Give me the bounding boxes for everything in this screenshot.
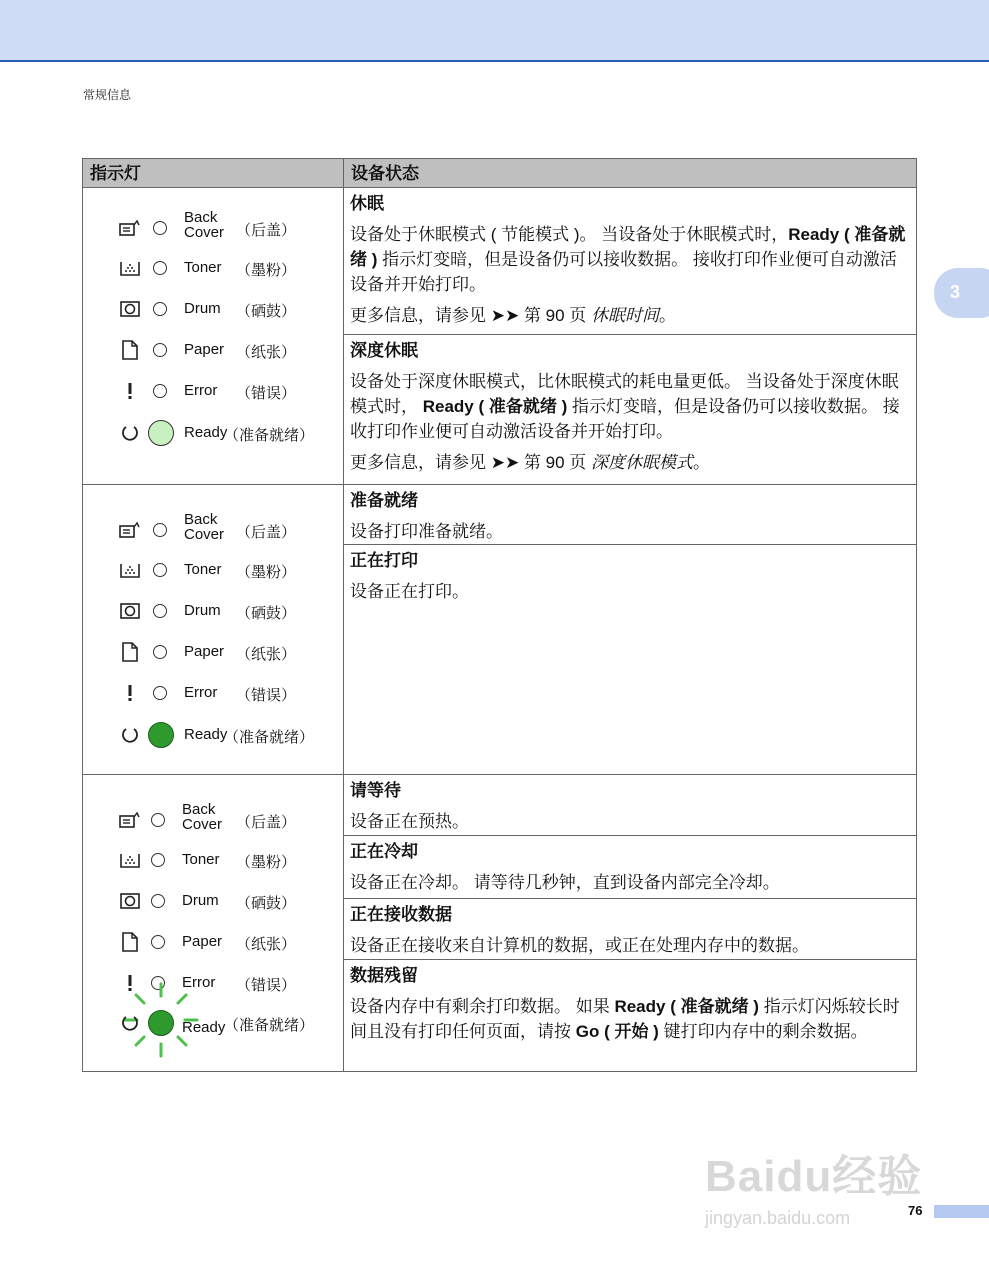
state-description: 设备正在冷却。 请等待几秒钟，直到设备内部完全冷却。 (350, 873, 780, 892)
led-paper (83, 638, 343, 668)
led-drum (83, 295, 343, 325)
led-back-cover-cn: （后盖） (236, 222, 297, 239)
led-error-cn: （错误） (236, 977, 297, 994)
chapter-number: 3 (950, 282, 961, 302)
led-toner-light (153, 261, 167, 275)
page-number: 76 (908, 1203, 923, 1218)
state-title: 正在接收数据 (350, 905, 452, 924)
led-paper-label: Paper (184, 643, 225, 660)
state-title: 正在打印 (350, 551, 418, 570)
led-back-cover (83, 801, 343, 836)
toner-icon (119, 559, 141, 581)
led-ready-light-blinking (148, 1010, 174, 1036)
led-back-cover-label: Back Cover (182, 801, 223, 833)
col-header-state: 设备状态 (344, 159, 917, 188)
led-toner (83, 846, 343, 876)
led-toner-cn: （墨粉） (236, 564, 297, 581)
back-cover-icon (119, 217, 141, 239)
ready-icon (119, 1012, 141, 1034)
led-paper (83, 928, 343, 958)
led-drum-cn: （硒鼓） (236, 895, 297, 912)
led-toner-light (151, 853, 165, 867)
state-description: 设备正在预热。 (350, 812, 469, 831)
watermark-url: jingyan.baidu.com (705, 1208, 851, 1228)
led-toner-label: Toner (184, 259, 222, 276)
state-ready (344, 485, 916, 544)
led-drum-light (153, 302, 167, 316)
led-toner-label: Toner (182, 851, 220, 868)
led-panel-ready (83, 485, 344, 775)
led-error-light (153, 686, 167, 700)
led-drum-cn: （硒鼓） (236, 605, 297, 622)
led-ready-cn: （准备就绪） (224, 427, 315, 444)
led-drum (83, 597, 343, 627)
led-error (83, 377, 343, 407)
led-drum-light (153, 604, 167, 618)
state-description: 设备内存中有剩余打印数据。 如果 Ready ( 准备就绪 ) 指示灯闪烁较长时间且没有打印任何页面，请按 Go ( 开始 ) 键打印内存中的剩余数据。 (350, 997, 900, 1041)
led-paper-light (153, 343, 167, 357)
led-error-cn: （错误） (236, 687, 297, 704)
led-ready-light-dim (148, 420, 174, 446)
error-icon (119, 380, 141, 402)
drum-icon (119, 890, 141, 912)
state-title: 准备就绪 (350, 491, 418, 510)
led-paper-light (151, 935, 165, 949)
led-drum-label: Drum (182, 892, 219, 909)
led-toner-label: Toner (184, 561, 222, 578)
led-error-cn: （错误） (236, 385, 297, 402)
led-error-label: Error (182, 974, 216, 991)
led-back-cover-light (153, 221, 167, 235)
led-paper-label: Paper (182, 933, 223, 950)
state-cell-ready (344, 485, 917, 775)
led-drum-label: Drum (184, 602, 221, 619)
state-deep-sleep (344, 334, 916, 484)
led-panel-sleep (83, 188, 344, 485)
state-please-wait (344, 775, 916, 835)
led-error-label: Error (184, 382, 218, 399)
led-paper-cn: （纸张） (236, 936, 297, 953)
drum-icon (119, 600, 141, 622)
led-toner-light (153, 563, 167, 577)
ready-icon (119, 724, 141, 746)
state-receiving-data (344, 898, 916, 959)
link-sleep-time[interactable]: 休眠时间 (591, 306, 660, 325)
led-drum-label: Drum (184, 300, 221, 317)
paper-icon (119, 641, 141, 663)
led-paper-cn: （纸张） (236, 344, 297, 361)
led-back-cover-cn: （后盖） (236, 814, 297, 831)
led-error (83, 969, 343, 999)
ready-icon (119, 422, 141, 444)
page-bar (934, 1205, 989, 1218)
led-ready-cn: （准备就绪） (224, 729, 315, 746)
led-back-cover (83, 209, 343, 244)
state-title: 请等待 (350, 781, 401, 800)
state-data-remaining (344, 959, 916, 1070)
led-paper-cn: （纸张） (236, 646, 297, 663)
led-back-cover-label: Back Cover (184, 209, 225, 241)
led-back-cover-label: Back Cover (184, 511, 225, 543)
state-printing (344, 544, 916, 772)
led-ready-light-on (148, 722, 174, 748)
led-ready (83, 721, 343, 751)
led-paper (83, 336, 343, 366)
led-error (83, 679, 343, 709)
state-more-info: 更多信息，请参见 ➤➤ 第 90 页 深度休眠模式。 (350, 453, 711, 472)
led-paper-light (153, 645, 167, 659)
led-status-table (82, 158, 917, 1072)
watermark-logo: Baidu经验 (705, 1152, 923, 1201)
toner-icon (119, 257, 141, 279)
led-drum-light (151, 894, 165, 908)
state-description: 设备打印准备就绪。 (350, 522, 503, 541)
led-back-cover-cn: （后盖） (236, 524, 297, 541)
drum-icon (119, 298, 141, 320)
chapter-tab[interactable] (934, 268, 989, 318)
led-paper-label: Paper (184, 341, 225, 358)
error-icon (119, 682, 141, 704)
led-toner (83, 556, 343, 586)
led-error-label: Error (184, 684, 218, 701)
led-back-cover (83, 511, 343, 546)
toner-icon (119, 849, 141, 871)
paper-icon (119, 339, 141, 361)
state-cell-sleep (344, 188, 917, 485)
link-deep-sleep-mode[interactable]: 深度休眠模式 (591, 453, 694, 472)
state-sleep (344, 188, 916, 334)
col-header-led: 指示灯 (83, 159, 344, 188)
led-drum (83, 887, 343, 917)
back-cover-icon (119, 519, 141, 541)
led-toner-cn: （墨粉） (236, 854, 297, 871)
running-title: 常规信息 (83, 88, 132, 102)
state-description: 设备正在打印。 (350, 582, 469, 601)
led-drum-cn: （硒鼓） (236, 303, 297, 320)
led-ready-cn: （准备就绪） (224, 1017, 315, 1034)
back-cover-icon (119, 809, 141, 831)
state-description: 设备正在接收来自计算机的数据，或正在处理内存中的数据。 (350, 936, 809, 955)
state-title: 数据残留 (350, 966, 418, 985)
state-cooling (344, 835, 916, 898)
led-ready-label: Ready (182, 1019, 226, 1036)
led-back-cover-light (151, 813, 165, 827)
state-description: 设备处于深度休眠模式，比休眠模式的耗电量更低。 当设备处于深度休眠模式时， Ready ( 准备就绪 ) 指示灯变暗，但是设备仍可以接收数据。 接收打印作业便可自动激活设备并开始打印。 (350, 372, 900, 441)
led-toner-cn: （墨粉） (236, 262, 297, 279)
led-panel-wait (83, 775, 344, 1072)
led-ready-label: Ready (184, 726, 228, 743)
header-rule (0, 60, 989, 62)
state-cell-wait (344, 775, 917, 1072)
led-toner (83, 254, 343, 284)
paper-icon (119, 931, 141, 953)
state-title: 休眠 (350, 194, 384, 213)
led-ready (83, 1009, 343, 1039)
led-ready (83, 419, 343, 449)
led-back-cover-light (153, 523, 167, 537)
state-description: 设备处于休眠模式 ( 节能模式 )。 当设备处于休眠模式时，Ready ( 准备就绪 ) 指示灯变暗，但是设备仍可以接收数据。 接收打印作业便可自动激活设备并开始打印。 (350, 225, 906, 294)
led-error-light (153, 384, 167, 398)
state-more-info: 更多信息，请参见 ➤➤ 第 90 页 休眠时间。 (350, 306, 677, 325)
led-ready-label: Ready (184, 424, 228, 441)
state-title: 深度休眠 (350, 341, 418, 360)
header-band (0, 0, 989, 60)
state-title: 正在冷却 (350, 842, 418, 861)
